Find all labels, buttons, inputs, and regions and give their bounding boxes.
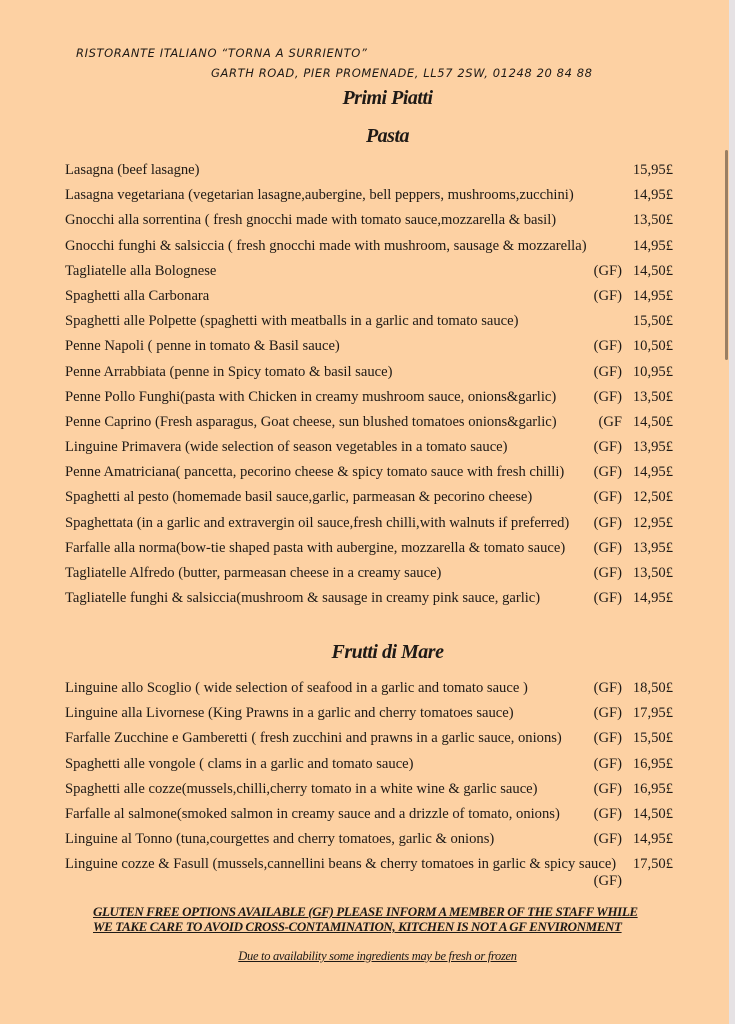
- pasta-title: Pasta: [365, 125, 410, 147]
- menu-item: [65, 679, 673, 704]
- menu-item: [65, 463, 673, 488]
- item-price: 10,95£: [632, 363, 673, 380]
- item-price: 13,50£: [632, 565, 673, 581]
- item-price: 16,95£: [632, 780, 673, 797]
- item-price: 12,95£: [632, 514, 673, 531]
- gluten-free-tag: (GF): [593, 590, 622, 607]
- item-name: Gnocchi funghi & salsiccia ( fresh gnocchi made with mushroom, sausage & mozzarella): [65, 237, 587, 254]
- item-price: 14,95£: [632, 187, 673, 204]
- menu-item: [65, 564, 673, 589]
- item-price: 15,95£: [632, 162, 673, 178]
- menu-item: [65, 855, 673, 895]
- restaurant-address: GARTH ROAD, PIER PROMENADE, LL57 2SW, 01248 20 84 88: [211, 66, 593, 80]
- item-price: 10,50£: [632, 338, 673, 355]
- item-price: 14,50£: [632, 262, 673, 279]
- item-price: 16,95£: [632, 755, 673, 772]
- item-name: Linguine allo Scoglio ( wide selection of seafood in a garlic and tomato sauce ): [65, 680, 528, 696]
- page-edge: [729, 0, 735, 1024]
- item-price: 14,50£: [632, 413, 673, 430]
- gluten-free-tag: (GF): [593, 680, 622, 696]
- item-price: 14,95£: [632, 464, 673, 481]
- menu-item: [65, 704, 673, 729]
- item-price: 15,50£: [632, 730, 673, 747]
- gluten-free-tag: (GF): [593, 287, 622, 304]
- menu-item: [65, 805, 673, 830]
- gluten-free-tag: (GF): [593, 439, 622, 456]
- item-name: Spaghetti alle vongole ( clams in a garlic and tomato sauce): [65, 755, 414, 772]
- item-name: Spaghetti alle cozze(mussels,chilli,cherry tomato in a white wine & garlic sauce): [65, 780, 538, 797]
- item-name: Penne Pollo Funghi(pasta with Chicken in creamy mushroom sauce, onions&garlic): [65, 388, 557, 405]
- item-price: 18,50£: [632, 680, 673, 696]
- item-price: 14,95£: [632, 287, 673, 304]
- seafood-list: [65, 679, 673, 895]
- item-price: 17,50£: [632, 856, 673, 873]
- menu-item: [65, 388, 673, 413]
- pasta-list: [65, 161, 673, 614]
- gluten-free-tag: (GF): [593, 805, 622, 822]
- item-price: 13,50£: [632, 212, 673, 229]
- item-name: Linguine al Tonno (tuna,courgettes and cherry tomatoes, garlic & onions): [65, 831, 495, 848]
- menu-item: [65, 780, 673, 805]
- gluten-free-tag: (GF): [593, 755, 622, 772]
- menu-item: [65, 337, 673, 362]
- item-name: Farfalle al salmone(smoked salmon in creamy sauce and a drizzle of tomato, onions): [65, 805, 560, 822]
- menu-item: [65, 287, 673, 312]
- item-price: 15,50£: [632, 313, 673, 330]
- gluten-free-tag: (GF): [593, 705, 622, 722]
- menu-item: [65, 589, 673, 614]
- gluten-free-tag: (GF): [593, 831, 622, 848]
- item-name: Tagliatelle alla Bolognese: [65, 262, 217, 279]
- item-name: Penne Amatriciana( pancetta, pecorino cheese & spicy tomato sauce with fresh chilli): [65, 464, 565, 481]
- gluten-free-tag: (GF): [593, 539, 622, 556]
- item-name: Spaghettata (in a garlic and extravergin oil sauce,fresh chilli,with walnuts if preferred): [65, 514, 570, 531]
- menu-item: [65, 830, 673, 855]
- availability-note: Due to availability some ingredients may be fresh or frozen: [238, 949, 517, 963]
- item-name: Farfalle Zucchine e Gamberetti ( fresh zucchini and prawns in a garlic sauce, onions): [65, 730, 562, 747]
- menu-item: [65, 161, 673, 186]
- item-name: Farfalle alla norma(bow-tie shaped pasta with aubergine, mozzarella & tomato sauce): [65, 539, 566, 556]
- item-name: Penne Napoli ( penne in tomato & Basil sauce): [65, 338, 340, 355]
- menu-item: [65, 729, 673, 754]
- gluten-free-tag: (GF): [593, 873, 622, 890]
- item-name: Spaghetti al pesto (homemade basil sauce,garlic, parmeasan & pecorino cheese): [65, 489, 533, 506]
- item-price: 12,50£: [632, 489, 673, 506]
- item-name: Lasagna vegetariana (vegetarian lasagne,aubergine, bell peppers, mushrooms,zucchini): [65, 187, 574, 204]
- menu-item: [65, 312, 673, 337]
- item-name: Penne Caprino (Fresh asparagus, Goat cheese, sun blushed tomatoes onions&garlic): [65, 413, 557, 430]
- scrollbar[interactable]: [725, 150, 728, 360]
- item-price: 14,50£: [632, 805, 673, 822]
- item-price: 14,95£: [632, 831, 673, 848]
- item-price: 13,95£: [632, 539, 673, 556]
- restaurant-name: RISTORANTE ITALIANO “TORNA A SURRIENTO”: [76, 46, 368, 60]
- section-title: Primi Piatti: [342, 87, 433, 109]
- gluten-free-tag: (GF): [593, 262, 622, 279]
- item-name: Linguine cozze & Fasull (mussels,cannellini beans & cherry tomatoes in garlic & spicy sauce): [65, 856, 617, 873]
- item-name: Lasagna (beef lasagne): [65, 162, 200, 178]
- seafood-title: Frutti di Mare: [331, 641, 444, 663]
- item-name: Penne Arrabbiata (penne in Spicy tomato & basil sauce): [65, 363, 393, 380]
- menu-item: [65, 514, 673, 539]
- item-name: Linguine Primavera (wide selection of season vegetables in a tomato sauce): [65, 439, 508, 456]
- menu-item: [65, 488, 673, 513]
- gluten-notice: GLUTEN FREE OPTIONS AVAILABLE (GF) PLEASE INFORM A MEMBER OF THE STAFF WHILE WE TAKE CARE TO AVOID CROSS-CONTAMINATION, KITCHEN IS NOT A GF ENVIRONMENT: [93, 904, 638, 934]
- item-price: 13,95£: [632, 439, 673, 456]
- item-name: Tagliatelle Alfredo (butter, parmeasan cheese in a creamy sauce): [65, 565, 442, 581]
- item-name: Linguine alla Livornese (King Prawns in a garlic and cherry tomatoes sauce): [65, 705, 514, 722]
- item-name: Spaghetti alle Polpette (spaghetti with meatballs in a garlic and tomato sauce): [65, 313, 519, 330]
- menu-item: [65, 363, 673, 388]
- gluten-free-tag: (GF: [598, 413, 622, 430]
- item-name: Gnocchi alla sorrentina ( fresh gnocchi made with tomato sauce,mozzarella & basil): [65, 212, 557, 229]
- gluten-free-tag: (GF): [593, 338, 622, 355]
- gluten-free-tag: (GF): [593, 363, 622, 380]
- menu-item: [65, 237, 673, 262]
- gluten-free-tag: (GF): [593, 388, 622, 405]
- item-name: Spaghetti alla Carbonara: [65, 287, 210, 304]
- gluten-free-tag: (GF): [593, 464, 622, 481]
- menu-item: [65, 755, 673, 780]
- item-name: Tagliatelle funghi & salsiccia(mushroom & sausage in creamy pink sauce, garlic): [65, 590, 541, 607]
- menu-item: [65, 539, 673, 564]
- gluten-free-tag: (GF): [593, 730, 622, 747]
- gluten-free-tag: (GF): [593, 565, 622, 581]
- menu-item: [65, 413, 673, 438]
- item-price: 14,95£: [632, 590, 673, 607]
- menu-item: [65, 211, 673, 236]
- item-price: 13,50£: [632, 388, 673, 405]
- menu-item: [65, 186, 673, 211]
- gluten-free-tag: (GF): [593, 489, 622, 506]
- item-price: 14,95£: [632, 237, 673, 254]
- item-price: 17,95£: [632, 705, 673, 722]
- gluten-free-tag: (GF): [593, 514, 622, 531]
- menu-item: [65, 262, 673, 287]
- gluten-free-tag: (GF): [593, 780, 622, 797]
- menu-item: [65, 438, 673, 463]
